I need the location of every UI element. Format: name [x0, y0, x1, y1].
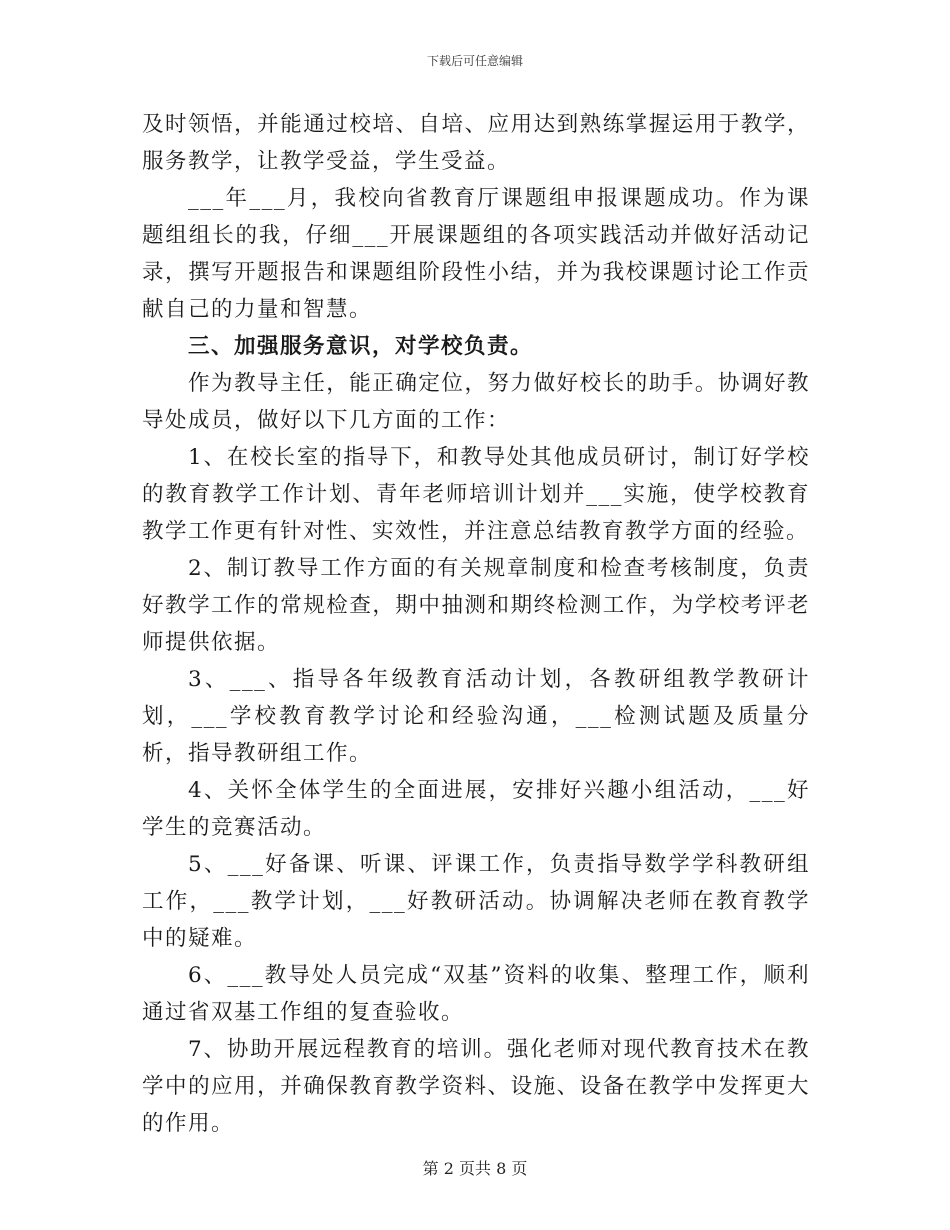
paragraph-3: 作为教导主任，能正确定位，努力做好校长的助手。协调好教导处成员，做好以下几方面的工作： [142, 371, 810, 433]
page-footer: 第 2 页共 8 页 [422, 1159, 528, 1178]
list-item-3: 3、___、指导各年级教育活动计划，各教研组教学教研计划，___学校教育教学讨论和经验沟通，___检测试题及质量分析，指导教研组工作。 [142, 667, 810, 766]
list-item-1: 1、在校长室的指导下，和教导处其他成员研讨，制订好学校的教育教学工作计划、青年老师培训计划并___实施，使学校教育教学工作更有针对性、实效性，并注意总结教育教学方面的经验。 [142, 445, 810, 544]
page-header: 下载后可任意编辑 [426, 54, 523, 68]
list-item-5: 5、___好备课、听课、评课工作，负责指导数学学科教研组工作，___教学计划，___好教研活动。协调解决老师在教育教学中的疑难。 [142, 852, 810, 951]
section-heading: 三、加强服务意识，对学校负责。 [188, 334, 534, 359]
paragraph-2: ___年___月，我校向省教育厅课题组申报课题成功。作为课题组组长的我，仔细___开展课题组的各项实践活动并做好活动记录，撰写开题报告和课题组阶段性小结，并为我校课题讨论工作贡献自己的力量和智慧。 [142, 186, 810, 322]
list-item-4: 4、关怀全体学生的全面进展，安排好兴趣小组活动，___好学生的竞赛活动。 [142, 778, 810, 840]
document-body [142, 106, 810, 1142]
list-item-2: 2、制订教导工作方面的有关规章制度和检查考核制度，负责好教学工作的常规检查，期中抽测和期终检测工作，为学校考评老师提供依据。 [142, 556, 810, 655]
list-item-6: 6、___教导处人员完成“双基”资料的收集、整理工作，顺利通过省双基工作组的复查验收。 [142, 963, 810, 1025]
list-item-7: 7、协助开展远程教育的培训。强化老师对现代教育技术在教学中的应用，并确保教育教学资料、设施、设备在教学中发挥更大的作用。 [142, 1037, 810, 1136]
paragraph-1: 及时领悟，并能通过校培、自培、应用达到熟练掌握运用于教学，服务教学，让教学受益，学生受益。 [142, 112, 810, 174]
